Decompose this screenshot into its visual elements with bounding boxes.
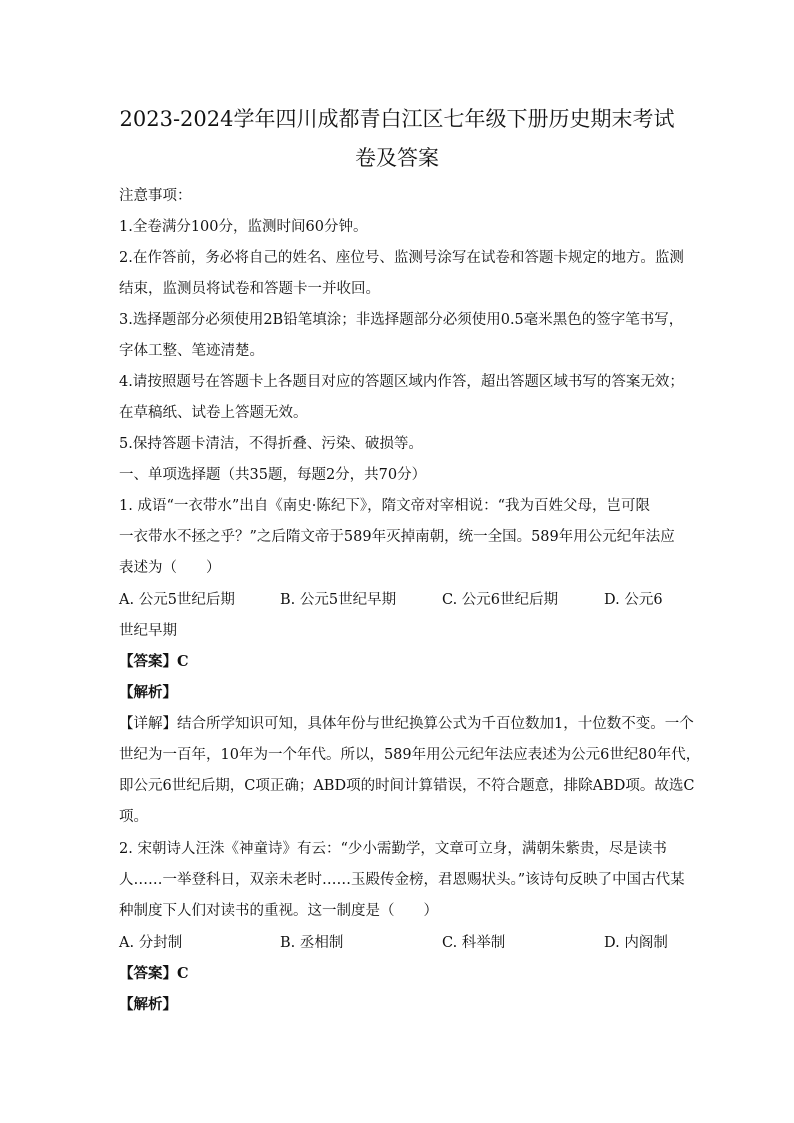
section-heading: 一、单项选择题（共35题，每题2分，共70分）: [119, 467, 427, 483]
note-item: 字体工整、笔迹清楚。: [119, 343, 264, 359]
question-1-stem: 一衣带水不拯之乎？”之后隋文帝于589年灭掉南朝，统一全国。589年用公元纪年法应: [119, 529, 675, 545]
question-2-stem: 种制度下人们对读书的重视。这一制度是（ ）: [119, 903, 438, 919]
question-1-option-b: B. 公元5世纪早期: [280, 592, 397, 608]
question-1-stem: 1. 成语“一衣带水”出自《南史·陈纪下》，隋文帝对宰相说：“我为百姓父母，岂可限: [119, 498, 651, 514]
note-item: 3.选择题部分必须使用2B铅笔填涂；非选择题部分必须使用0.5毫米黑色的签字笔书写，: [119, 312, 684, 328]
question-1-answer: 【答案】C: [119, 653, 189, 670]
question-2-answer: 【答案】C: [119, 965, 189, 982]
notes-heading: 注意事项：: [119, 188, 192, 204]
question-2-analysis-label: 【解析】: [119, 996, 177, 1013]
note-item: 结束，监测员将试卷和答题卡一并收回。: [119, 281, 380, 297]
question-2-stem: 2. 宋朝诗人汪洙《神童诗》有云：“少小需勤学，文章可立身，满朝朱紫贵，尽是读书: [119, 841, 667, 857]
note-item: 2.在作答前，务必将自己的姓名、座位号、监测号涂写在试卷和答题卡规定的地方。监测: [119, 250, 684, 266]
document-title-line-1: 2023-2024学年四川成都青白江区七年级下册历史期末考试: [119, 107, 675, 131]
note-item: 在草稿纸、试卷上答题无效。: [119, 405, 308, 421]
question-2-option-a: A. 分封制: [119, 935, 183, 951]
question-1-stem: 表述为（ ）: [119, 560, 221, 576]
question-1-option-d: D. 公元6: [604, 592, 663, 608]
question-1-detail: 世纪为一百年，10年为一个年代。所以，589年用公元纪年法应表述为公元6世纪80年代，: [119, 747, 701, 763]
question-1-detail: 项。: [119, 809, 148, 825]
question-1-detail: 【详解】结合所学知识可知，具体年份与世纪换算公式为千百位数加1，十位数不变。一个: [119, 716, 694, 732]
question-1-option-c: C. 公元6世纪后期: [442, 592, 559, 608]
note-item: 1.全卷满分100分，监测时间60分钟。: [119, 219, 368, 235]
question-2-option-c: C. 科举制: [442, 935, 506, 951]
note-item: 5.保持答题卡清洁，不得折叠、污染、破损等。: [119, 436, 423, 452]
note-item: 4.请按照题号在答题卡上各题目对应的答题区域内作答，超出答题区域书写的答案无效；: [119, 374, 684, 390]
question-2-stem: 人……一举登科日，双亲未老时……玉殿传金榜，君恩赐状头。”该诗句反映了中国古代某: [119, 872, 685, 888]
question-1-option-d-wrap: 世纪早期: [119, 623, 177, 639]
question-1-detail: 即公元6世纪后期，C项正确；ABD项的时间计算错误，不符合题意，排除ABD项。故选C: [119, 778, 695, 794]
question-1-analysis-label: 【解析】: [119, 684, 177, 701]
document-title-line-2: 卷及答案: [355, 146, 439, 170]
question-2-option-b: B. 丞相制: [280, 935, 344, 951]
question-1-option-a: A. 公元5世纪后期: [119, 592, 235, 608]
question-2-option-d: D. 内阁制: [604, 935, 668, 951]
